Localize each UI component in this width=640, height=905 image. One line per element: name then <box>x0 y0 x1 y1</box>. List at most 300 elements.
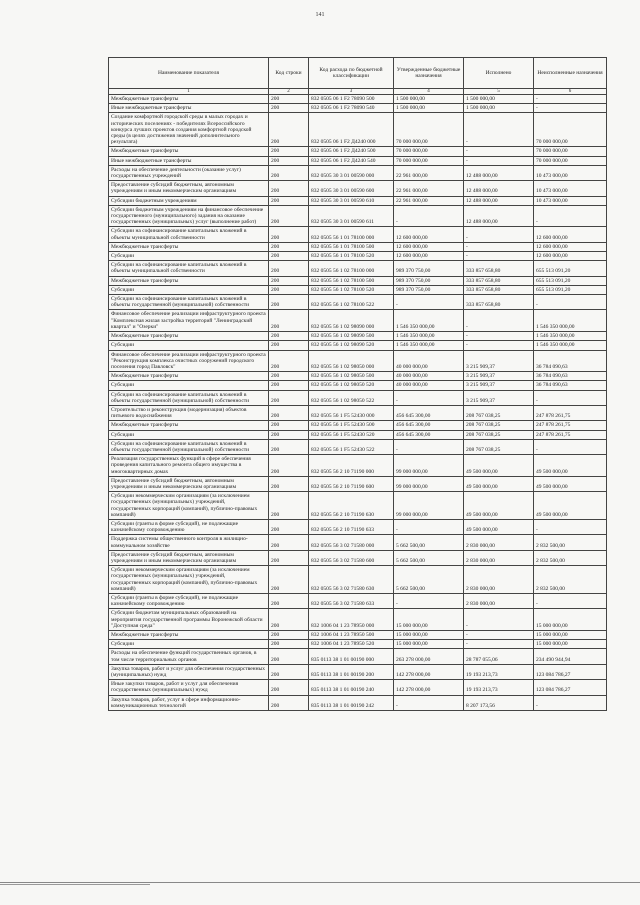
column-number: 6 <box>534 89 607 95</box>
row-budget-code: 832 0505 56 1 02 98090 000 <box>309 310 394 332</box>
row-executed: 49 500 000,00 <box>464 455 534 477</box>
table-row <box>109 455 607 477</box>
row-name: Субсидии <box>109 341 269 350</box>
row-approved: 1 546 350 000,00 <box>394 332 464 341</box>
table-row <box>109 332 607 341</box>
table-row <box>109 276 607 285</box>
table-row <box>109 550 607 565</box>
row-line-code: 200 <box>269 285 309 294</box>
row-executed: - <box>464 609 534 631</box>
table-row <box>109 227 607 242</box>
row-not-executed: 1 546 350 000,00 <box>534 332 607 341</box>
row-not-executed: 655 513 091,20 <box>534 276 607 285</box>
row-not-executed: 70 000 000,00 <box>534 147 607 156</box>
row-approved: 12 600 000,00 <box>394 252 464 261</box>
row-approved: 142 278 000,00 <box>394 664 464 679</box>
column-number: 4 <box>394 89 464 95</box>
row-name: Субсидии (гранты в форме субсидий), не подлежащие казначейскому сопровождению <box>109 519 269 534</box>
row-line-code: 200 <box>269 350 309 372</box>
row-approved: 989 370 750,00 <box>394 261 464 276</box>
row-executed: 49 500 000,00 <box>464 519 534 534</box>
row-approved: - <box>394 205 464 227</box>
row-name: Субсидии <box>109 285 269 294</box>
table-row <box>109 104 607 113</box>
row-not-executed: 49 500 000,00 <box>534 476 607 491</box>
row-budget-code: 832 0505 56 1 02 98050 500 <box>309 372 394 381</box>
row-name: Закупка товаров, работ, услуг в сфере информационно-коммуникационных технологий <box>109 695 269 710</box>
row-approved: 1 546 350 000,00 <box>394 341 464 350</box>
row-not-executed: - <box>534 95 607 104</box>
table-row <box>109 695 607 710</box>
row-line-code: 200 <box>269 680 309 695</box>
row-executed: - <box>464 631 534 640</box>
row-budget-code: 832 0505 56 1 02 78100 500 <box>309 276 394 285</box>
table-row <box>109 476 607 491</box>
table-row <box>109 680 607 695</box>
row-not-executed: 1 546 350 000,00 <box>534 341 607 350</box>
row-line-code: 200 <box>269 113 309 147</box>
row-name: Иные закупки товаров, работ и услуг для обеспечения государственных (муниципальных) нужд <box>109 680 269 695</box>
table-row <box>109 350 607 372</box>
row-executed: 3 215 909,37 <box>464 390 534 405</box>
row-approved: - <box>394 594 464 609</box>
row-name: Субсидии <box>109 640 269 649</box>
row-name: Межбюджетные трансферты <box>109 147 269 156</box>
row-approved: 456 645 300,00 <box>394 430 464 439</box>
row-approved: 989 370 750,00 <box>394 276 464 285</box>
row-executed: 1 500 000,00 <box>464 104 534 113</box>
row-not-executed: 10 473 000,00 <box>534 181 607 196</box>
row-budget-code: 832 0505 06 1 F2 Д4240 540 <box>309 156 394 165</box>
row-budget-code: 832 0505 30 3 01 00590 610 <box>309 196 394 205</box>
row-line-code: 200 <box>269 609 309 631</box>
row-executed: - <box>464 156 534 165</box>
row-name: Иные межбюджетные трансферты <box>109 104 269 113</box>
row-not-executed: - <box>534 519 607 534</box>
row-executed: - <box>464 113 534 147</box>
table-row <box>109 295 607 310</box>
table-row <box>109 566 607 594</box>
row-line-code: 200 <box>269 165 309 180</box>
table-row <box>109 640 607 649</box>
row-budget-code: 832 0505 06 1 F2 78090 540 <box>309 104 394 113</box>
row-budget-code: 832 0505 30 3 01 00590 000 <box>309 165 394 180</box>
row-not-executed: 247 878 261,75 <box>534 421 607 430</box>
row-executed: - <box>464 640 534 649</box>
table-row <box>109 609 607 631</box>
table-header-row <box>109 58 607 89</box>
row-budget-code: 832 0505 56 1 02 98050 000 <box>309 350 394 372</box>
row-executed: 28 787 055,06 <box>464 649 534 664</box>
row-approved: 99 000 000,00 <box>394 476 464 491</box>
row-line-code: 200 <box>269 492 309 520</box>
row-budget-code: 832 0505 30 3 01 00590 600 <box>309 181 394 196</box>
column-number: 5 <box>464 89 534 95</box>
table-row <box>109 95 607 104</box>
row-budget-code: 832 0505 56 1 02 98050 522 <box>309 390 394 405</box>
row-name: Финансовое обеспечение реализации инфраструктурного проекта "Комплексная жилая застройка территорий "Ленинградский квартал" и "Озерки" <box>109 310 269 332</box>
row-name: Субсидии на софинансирование капитальных вложений в объекты государственной (муниципальной) собственности <box>109 295 269 310</box>
row-approved: - <box>394 295 464 310</box>
row-line-code: 200 <box>269 381 309 390</box>
row-not-executed: 10 473 000,00 <box>534 165 607 180</box>
row-approved: - <box>394 695 464 710</box>
row-budget-code: 832 0505 56 1 02 78100 000 <box>309 261 394 276</box>
row-executed: 208 767 038,25 <box>464 421 534 430</box>
row-executed: 208 767 038,25 <box>464 405 534 420</box>
row-name: Субсидии на софинансирование капитальных вложений в объекты государственной (муниципальной) собственности <box>109 390 269 405</box>
table-row <box>109 649 607 664</box>
row-line-code: 200 <box>269 566 309 594</box>
row-not-executed: - <box>534 295 607 310</box>
row-line-code: 200 <box>269 390 309 405</box>
row-name: Субсидии на софинансирование капитальных вложений в объекты муниципальной собственности <box>109 261 269 276</box>
row-executed: 333 857 658,80 <box>464 261 534 276</box>
row-executed: 2 830 000,00 <box>464 594 534 609</box>
row-approved: 5 662 500,00 <box>394 550 464 565</box>
table-row <box>109 421 607 430</box>
row-executed: - <box>464 147 534 156</box>
row-name: Межбюджетные трансферты <box>109 421 269 430</box>
row-budget-code: 832 0505 56 2 10 71190 630 <box>309 492 394 520</box>
row-name: Субсидии некоммерческим организациям (за исключением государственных (муниципальных) учреждений, государственных корпораций (компаний), публично-правовых компаний) <box>109 492 269 520</box>
table-row <box>109 631 607 640</box>
table-row <box>109 252 607 261</box>
table-row <box>109 492 607 520</box>
row-executed: 12 488 000,00 <box>464 196 534 205</box>
header-executed: Исполнено <box>464 58 534 89</box>
row-executed: 19 193 213,73 <box>464 680 534 695</box>
row-approved: 22 961 000,00 <box>394 165 464 180</box>
row-line-code: 200 <box>269 695 309 710</box>
row-budget-code: 832 0505 56 3 02 71580 000 <box>309 535 394 550</box>
row-approved: 142 278 000,00 <box>394 680 464 695</box>
row-executed: - <box>464 252 534 261</box>
table-row <box>109 261 607 276</box>
row-approved: - <box>394 390 464 405</box>
table-row <box>109 535 607 550</box>
scan-edge-line <box>0 884 150 885</box>
row-name: Строительство и реконструкция (модернизация) объектов питьевого водоснабжения <box>109 405 269 420</box>
row-executed: 333 857 658,80 <box>464 285 534 294</box>
row-not-executed: 12 600 000,00 <box>534 242 607 251</box>
row-line-code: 200 <box>269 631 309 640</box>
row-line-code: 200 <box>269 664 309 679</box>
table-row <box>109 341 607 350</box>
row-line-code: 200 <box>269 242 309 251</box>
row-not-executed: 247 878 261,75 <box>534 430 607 439</box>
row-name: Межбюджетные трансферты <box>109 631 269 640</box>
row-approved: 70 000 000,00 <box>394 147 464 156</box>
row-not-executed: - <box>534 594 607 609</box>
table-row <box>109 196 607 205</box>
row-name: Субсидии бюджетам муниципальных образований на мероприятия государственной программы Воронежской области "Доступная среда" <box>109 609 269 631</box>
row-name: Предоставление субсидий бюджетным, автономным учреждениям и иным некоммерческим организациям <box>109 476 269 491</box>
table-row <box>109 165 607 180</box>
row-budget-code: 832 0505 56 3 02 71580 633 <box>309 594 394 609</box>
table-body <box>109 95 607 711</box>
row-executed: 3 215 909,37 <box>464 381 534 390</box>
row-not-executed: 36 784 090,63 <box>534 381 607 390</box>
row-not-executed: 655 513 091,20 <box>534 285 607 294</box>
row-executed: 49 500 000,00 <box>464 476 534 491</box>
row-approved: 5 662 500,00 <box>394 566 464 594</box>
row-not-executed: 49 500 000,00 <box>534 455 607 477</box>
table-row <box>109 242 607 251</box>
row-executed: 333 857 658,80 <box>464 295 534 310</box>
row-line-code: 200 <box>269 439 309 454</box>
row-not-executed: 70 000 000,00 <box>534 113 607 147</box>
row-not-executed: 247 878 261,75 <box>534 405 607 420</box>
row-name: Межбюджетные трансферты <box>109 95 269 104</box>
column-number: 1 <box>109 89 269 95</box>
row-name: Предоставление субсидий бюджетным, автономным учреждениям и иным некоммерческим организациям <box>109 181 269 196</box>
header-not-executed: Неисполненные назначения <box>534 58 607 89</box>
row-budget-code: 832 0505 56 1 02 98050 520 <box>309 381 394 390</box>
row-budget-code: 835 0113 38 1 01 00190 200 <box>309 664 394 679</box>
row-budget-code: 832 0505 56 3 02 71580 600 <box>309 550 394 565</box>
row-approved: 12 600 000,00 <box>394 227 464 242</box>
table-row <box>109 205 607 227</box>
row-approved: 70 000 000,00 <box>394 113 464 147</box>
row-line-code: 200 <box>269 252 309 261</box>
table-row <box>109 390 607 405</box>
row-budget-code: 832 0505 56 1 02 78100 522 <box>309 295 394 310</box>
row-executed: 49 500 000,00 <box>464 492 534 520</box>
row-line-code: 200 <box>269 421 309 430</box>
row-name: Расходы на обеспечение деятельности (оказание услуг) государственных учреждений <box>109 165 269 180</box>
row-approved: 989 370 750,00 <box>394 285 464 294</box>
row-not-executed: 70 000 000,00 <box>534 156 607 165</box>
row-line-code: 200 <box>269 181 309 196</box>
row-approved: 1 546 350 000,00 <box>394 310 464 332</box>
row-name: Субсидии некоммерческим организациям (за исключением государственных (муниципальных) учреждений, государственных корпораций (компаний), публично-правовых компаний) <box>109 566 269 594</box>
row-name: Субсидии <box>109 252 269 261</box>
row-line-code: 200 <box>269 341 309 350</box>
row-name: Создание комфортной городской среды в малых городах и исторических поселениях - победителях Всероссийского конкурса лучших проектов создания комфортной городской среды (в целях достижения значений дополнительного результата) <box>109 113 269 147</box>
row-approved: 40 000 000,00 <box>394 372 464 381</box>
row-name: Субсидии на софинансирование капитальных вложений в объекты муниципальной собственности <box>109 227 269 242</box>
row-not-executed: 2 832 500,00 <box>534 550 607 565</box>
table-row <box>109 181 607 196</box>
row-name: Субсидии бюджетным учреждениям <box>109 196 269 205</box>
row-budget-code: 832 0505 56 1 F5 52430 000 <box>309 405 394 420</box>
row-approved: - <box>394 519 464 534</box>
row-approved: 12 600 000,00 <box>394 242 464 251</box>
row-name: Субсидии (гранты в форме субсидий), не подлежащие казначейскому сопровождению <box>109 594 269 609</box>
row-budget-code: 832 0505 56 2 10 71190 600 <box>309 476 394 491</box>
budget-execution-table <box>108 57 607 711</box>
row-budget-code: 832 0505 56 1 F5 52430 520 <box>309 430 394 439</box>
header-approved: Утвержденные бюджетные назначения <box>394 58 464 89</box>
row-line-code: 200 <box>269 535 309 550</box>
row-budget-code: 832 0505 56 1 F5 52430 522 <box>309 439 394 454</box>
row-line-code: 200 <box>269 156 309 165</box>
row-line-code: 200 <box>269 476 309 491</box>
row-not-executed: 2 832 500,00 <box>534 566 607 594</box>
table-row <box>109 113 607 147</box>
row-line-code: 200 <box>269 104 309 113</box>
row-not-executed: 15 000 000,00 <box>534 631 607 640</box>
row-approved: 40 000 000,00 <box>394 381 464 390</box>
row-not-executed: - <box>534 439 607 454</box>
row-executed: - <box>464 227 534 242</box>
row-approved: 456 645 300,00 <box>394 405 464 420</box>
row-budget-code: 832 0505 30 3 01 00590 611 <box>309 205 394 227</box>
row-name: Поддержка системы общественного контроля в жилищно-коммунальном хозяйстве <box>109 535 269 550</box>
row-line-code: 200 <box>269 196 309 205</box>
row-executed: 2 830 000,00 <box>464 535 534 550</box>
row-executed: - <box>464 310 534 332</box>
row-executed: - <box>464 332 534 341</box>
row-executed: 208 767 038,25 <box>464 430 534 439</box>
row-not-executed: 15 000 000,00 <box>534 640 607 649</box>
table-row <box>109 430 607 439</box>
row-not-executed: 655 513 091,20 <box>534 261 607 276</box>
row-approved: - <box>394 439 464 454</box>
row-line-code: 200 <box>269 95 309 104</box>
row-budget-code: 835 0113 38 1 01 00190 240 <box>309 680 394 695</box>
row-not-executed: 12 600 000,00 <box>534 227 607 242</box>
row-approved: 22 961 000,00 <box>394 196 464 205</box>
row-line-code: 200 <box>269 550 309 565</box>
row-name: Предоставление субсидий бюджетным, автономным учреждениям и иным некоммерческим организациям <box>109 550 269 565</box>
table-row <box>109 594 607 609</box>
row-line-code: 200 <box>269 147 309 156</box>
header-line-code: Код строки <box>269 58 309 89</box>
row-budget-code: 835 0113 38 1 01 00190 242 <box>309 695 394 710</box>
row-executed: 19 193 213,73 <box>464 664 534 679</box>
row-not-executed: 234 490 944,94 <box>534 649 607 664</box>
row-executed: 3 215 909,37 <box>464 350 534 372</box>
row-line-code: 200 <box>269 455 309 477</box>
table-row <box>109 285 607 294</box>
row-executed: 8 207 173,56 <box>464 695 534 710</box>
row-name: Межбюджетные трансферты <box>109 332 269 341</box>
row-not-executed: 12 600 000,00 <box>534 252 607 261</box>
row-name: Иные межбюджетные трансферты <box>109 156 269 165</box>
table-row <box>109 439 607 454</box>
row-not-executed: 36 784 090,63 <box>534 372 607 381</box>
scan-edge-line <box>0 882 640 883</box>
row-budget-code: 832 0505 56 1 01 78100 520 <box>309 252 394 261</box>
table-row <box>109 156 607 165</box>
row-not-executed: - <box>534 695 607 710</box>
row-not-executed: 10 473 000,00 <box>534 196 607 205</box>
row-name: Реализация государственных функций в сфере обеспечения проведения капитального ремонта общего имущества в многоквартирных домах <box>109 455 269 477</box>
row-executed: 1 500 000,00 <box>464 95 534 104</box>
table-row <box>109 381 607 390</box>
row-name: Финансовое обеспечение реализации инфраструктурного проекта "Реконструкция комплекса очистных сооружений городского поселения город Павловск" <box>109 350 269 372</box>
row-line-code: 200 <box>269 640 309 649</box>
row-executed: 3 215 909,37 <box>464 372 534 381</box>
row-executed: 12 488 000,00 <box>464 181 534 196</box>
row-approved: 1 500 000,00 <box>394 104 464 113</box>
table-row <box>109 519 607 534</box>
column-number: 2 <box>269 89 309 95</box>
row-budget-code: 832 1006 04 1 23 78950 520 <box>309 640 394 649</box>
row-line-code: 200 <box>269 276 309 285</box>
row-line-code: 200 <box>269 649 309 664</box>
row-budget-code: 832 0505 56 1 02 98090 500 <box>309 332 394 341</box>
row-not-executed: - <box>534 104 607 113</box>
table-row <box>109 310 607 332</box>
row-approved: 1 500 000,00 <box>394 95 464 104</box>
row-line-code: 200 <box>269 227 309 242</box>
page-number: 141 <box>315 12 325 18</box>
row-name: Межбюджетные трансферты <box>109 276 269 285</box>
row-line-code: 200 <box>269 332 309 341</box>
row-approved: 15 000 000,00 <box>394 631 464 640</box>
row-budget-code: 832 0505 56 2 10 71190 000 <box>309 455 394 477</box>
row-line-code: 200 <box>269 295 309 310</box>
row-executed: 2 830 000,00 <box>464 550 534 565</box>
row-approved: 456 645 300,00 <box>394 421 464 430</box>
row-budget-code: 832 0505 06 1 F2 Д4240 500 <box>309 147 394 156</box>
row-line-code: 200 <box>269 205 309 227</box>
row-approved: 99 000 000,00 <box>394 492 464 520</box>
row-executed: 333 857 658,80 <box>464 276 534 285</box>
row-approved: 40 000 000,00 <box>394 350 464 372</box>
row-not-executed: 123 084 786,27 <box>534 680 607 695</box>
table-row <box>109 147 607 156</box>
row-approved: 99 000 000,00 <box>394 455 464 477</box>
row-budget-code: 832 0505 56 2 10 71190 633 <box>309 519 394 534</box>
row-line-code: 200 <box>269 405 309 420</box>
row-not-executed: 2 832 500,00 <box>534 535 607 550</box>
row-approved: 70 000 000,00 <box>394 156 464 165</box>
row-budget-code: 832 0505 56 1 02 78100 520 <box>309 285 394 294</box>
row-executed: 208 767 038,25 <box>464 439 534 454</box>
row-budget-code: 832 0505 56 1 01 78100 500 <box>309 242 394 251</box>
row-budget-code: 832 1006 04 1 23 78950 500 <box>309 631 394 640</box>
header-name: Наименование показателя <box>109 58 269 89</box>
table-row <box>109 405 607 420</box>
row-not-executed: - <box>534 205 607 227</box>
row-line-code: 200 <box>269 594 309 609</box>
row-executed: 12 488 000,00 <box>464 165 534 180</box>
row-executed: 12 488 000,00 <box>464 205 534 227</box>
row-budget-code: 832 0505 06 1 F2 78090 500 <box>309 95 394 104</box>
row-line-code: 200 <box>269 519 309 534</box>
row-name: Закупка товаров, работ и услуг для обеспечения государственных (муниципальных) нужд <box>109 664 269 679</box>
row-budget-code: 832 0505 56 1 01 78100 000 <box>309 227 394 242</box>
row-approved: 5 662 500,00 <box>394 535 464 550</box>
row-name: Субсидии на софинансирование капитальных вложений в объекты государственной (муниципальной) собственности <box>109 439 269 454</box>
row-approved: 22 961 000,00 <box>394 181 464 196</box>
row-budget-code: 835 0113 38 1 01 00190 000 <box>309 649 394 664</box>
row-line-code: 200 <box>269 372 309 381</box>
row-name: Субсидии бюджетным учреждениям на финансовое обеспечение государственного (муниципального) задания на оказание государственных (муниципальных) услуг (выполнение работ) <box>109 205 269 227</box>
row-line-code: 200 <box>269 261 309 276</box>
row-name: Субсидии <box>109 430 269 439</box>
row-name: Субсидии <box>109 381 269 390</box>
row-approved: 15 000 000,00 <box>394 640 464 649</box>
row-not-executed: 15 000 000,00 <box>534 609 607 631</box>
row-executed: - <box>464 341 534 350</box>
row-executed: - <box>464 242 534 251</box>
row-approved: 263 278 000,00 <box>394 649 464 664</box>
row-executed: 2 830 000,00 <box>464 566 534 594</box>
row-budget-code: 832 0505 56 1 F5 52430 500 <box>309 421 394 430</box>
row-not-executed: 49 500 000,00 <box>534 492 607 520</box>
row-name: Межбюджетные трансферты <box>109 242 269 251</box>
row-not-executed: 1 546 350 000,00 <box>534 310 607 332</box>
row-name: Межбюджетные трансферты <box>109 372 269 381</box>
table-row <box>109 372 607 381</box>
row-budget-code: 832 1006 04 1 23 78950 000 <box>309 609 394 631</box>
column-number: 3 <box>309 89 394 95</box>
